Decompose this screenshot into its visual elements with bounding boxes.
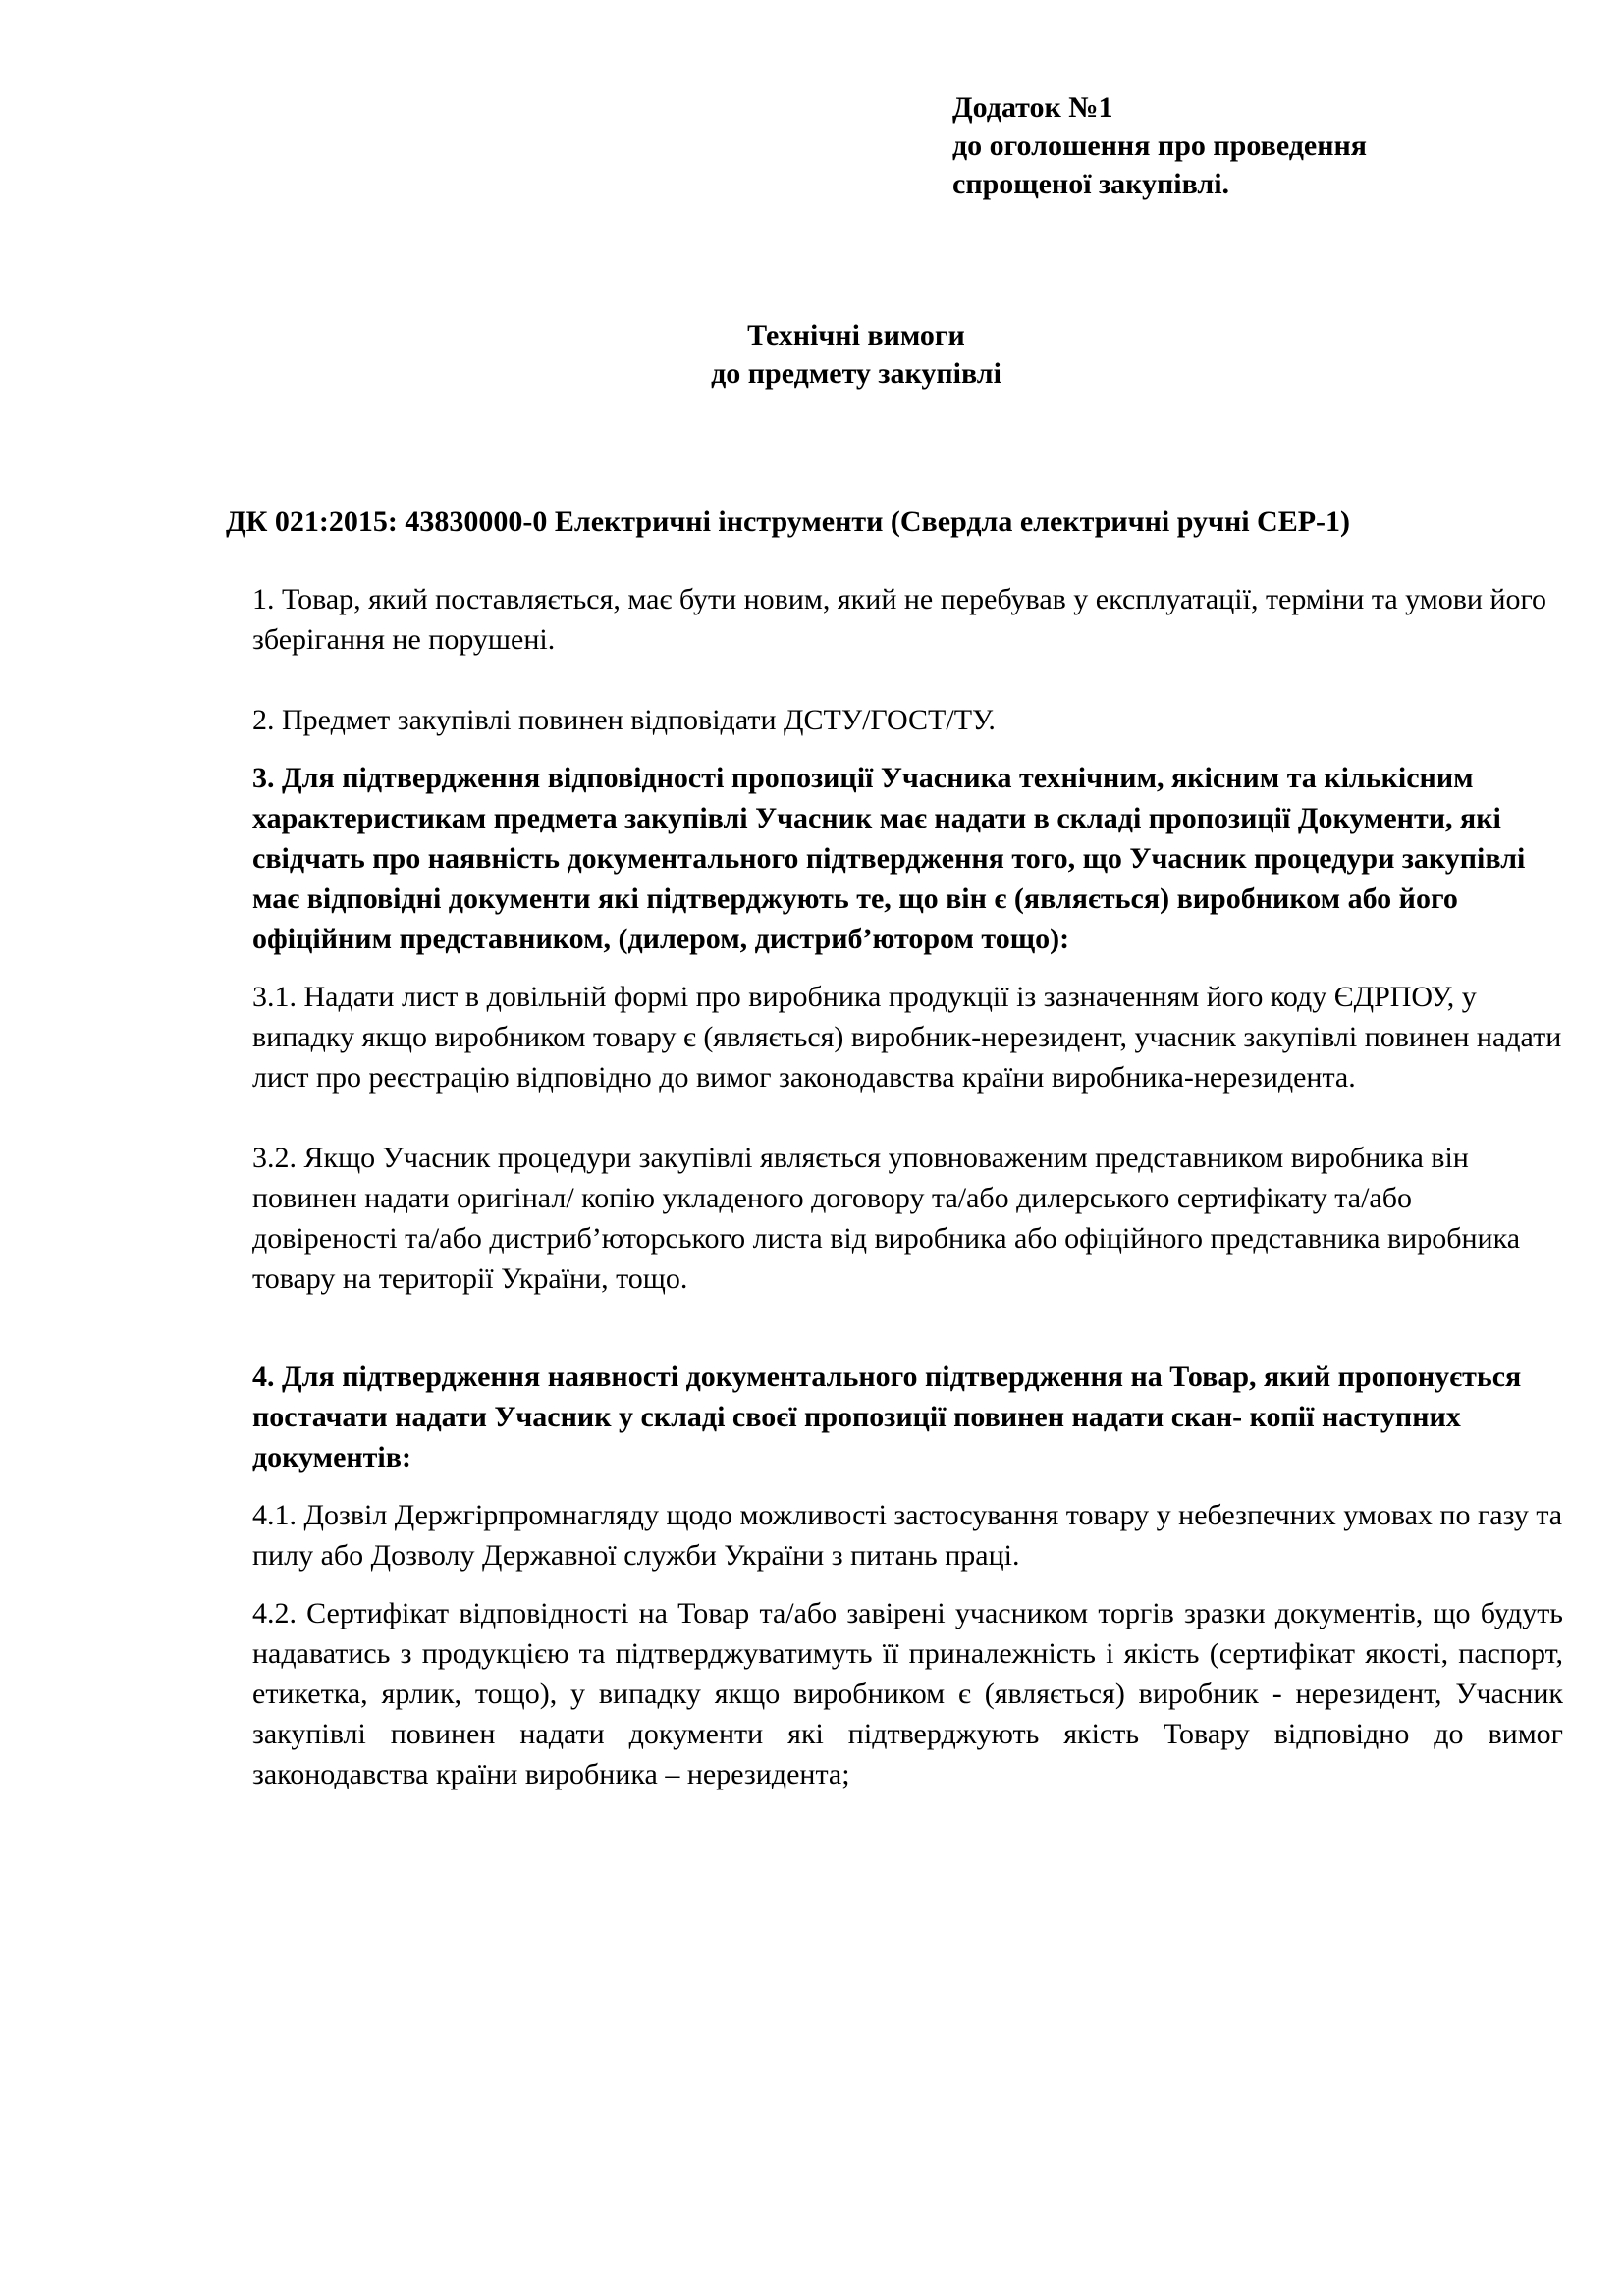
annex-number: Додаток №1	[952, 91, 1113, 124]
document-body	[252, 579, 1563, 1794]
paragraph-3: 3. Для підтвердження відповідності пропозиції Учасника технічним, якісним та кількісним характеристикам предмета закупівлі Учасник має надати в складі пропозиції Документи, які свідчать про наявність документального підтвердження того, що Учасник процедури закупівлі має відповідні документи які підтверджують те, що він є (являється) виробником або його офіційним представником, (дилером, дистриб’ютором тощо):	[252, 762, 1526, 955]
annex-line-2: до оголошення про проведення	[952, 130, 1368, 162]
paragraph-4-1: 4.1. Дозвіл Держгірпромнагляду щодо можливості застосування товару у небезпечних умовах по газу та пилу або Дозволу Державної служби України з питань праці.	[252, 1499, 1563, 1572]
annex-line-3: спрощеної закупівлі.	[952, 168, 1230, 200]
paragraph-3-2: 3.2. Якщо Учасник процедури закупівлі являється уповноваженим представником виробника він повинен надати оригінал/ копію укладеного договору та/або дилерського сертифікату та/або довіреності та/або дистриб’юторського листа від виробника або офіційного представника виробника товару на території України, тощо.	[252, 1142, 1521, 1295]
procurement-subject: ДК 021:2015: 43830000-0 Електричні інструменти (Свердла електричні ручні СЕР-1)	[226, 506, 1351, 538]
document-title	[0, 316, 1624, 393]
annex-header	[952, 88, 1561, 203]
paragraph-3-1: 3.1. Надати лист в довільній формі про виробника продукції із зазначенням його коду ЄДРПОУ, у випадку якщо виробником товару є (являється) виробник-нерезидент, учасник закупівлі повинен надати лист про реєстрацію відповідно до вимог законодавства країни виробника-нерезидента.	[252, 981, 1562, 1094]
paragraph-4-2: 4.2. Сертифікат відповідності на Товар та/або завірені учасником торгів зразки документів, що будуть надаватись з продукцією та підтверджуватимуть її приналежність і якість (сертифікат якості, паспорт, етикетка, ярлик, тощо), у випадку якщо виробником є (являється) виробник - нерезидент, Учасник закупівлі повинен надати документи які підтверджують якість Товару відповідно до вимог законодавства країни виробника – нерезидента;	[252, 1597, 1563, 1790]
title-line-2: до предмету закупівлі	[711, 357, 1001, 390]
title-line-1: Технічні вимоги	[747, 319, 965, 351]
paragraph-4: 4. Для підтвердження наявності документального підтвердження на Товар, який пропонується постачати надати Учасник у складі своєї пропозиції повинен надати скан- копії наступних документів:	[252, 1361, 1522, 1473]
paragraph-2: 2. Предмет закупівлі повинен відповідати ДСТУ/ГОСТ/ТУ.	[252, 704, 996, 736]
paragraph-1: 1. Товар, який поставляється, має бути новим, який не перебував у експлуатації, терміни та умови його зберігання не порушені.	[252, 583, 1547, 656]
